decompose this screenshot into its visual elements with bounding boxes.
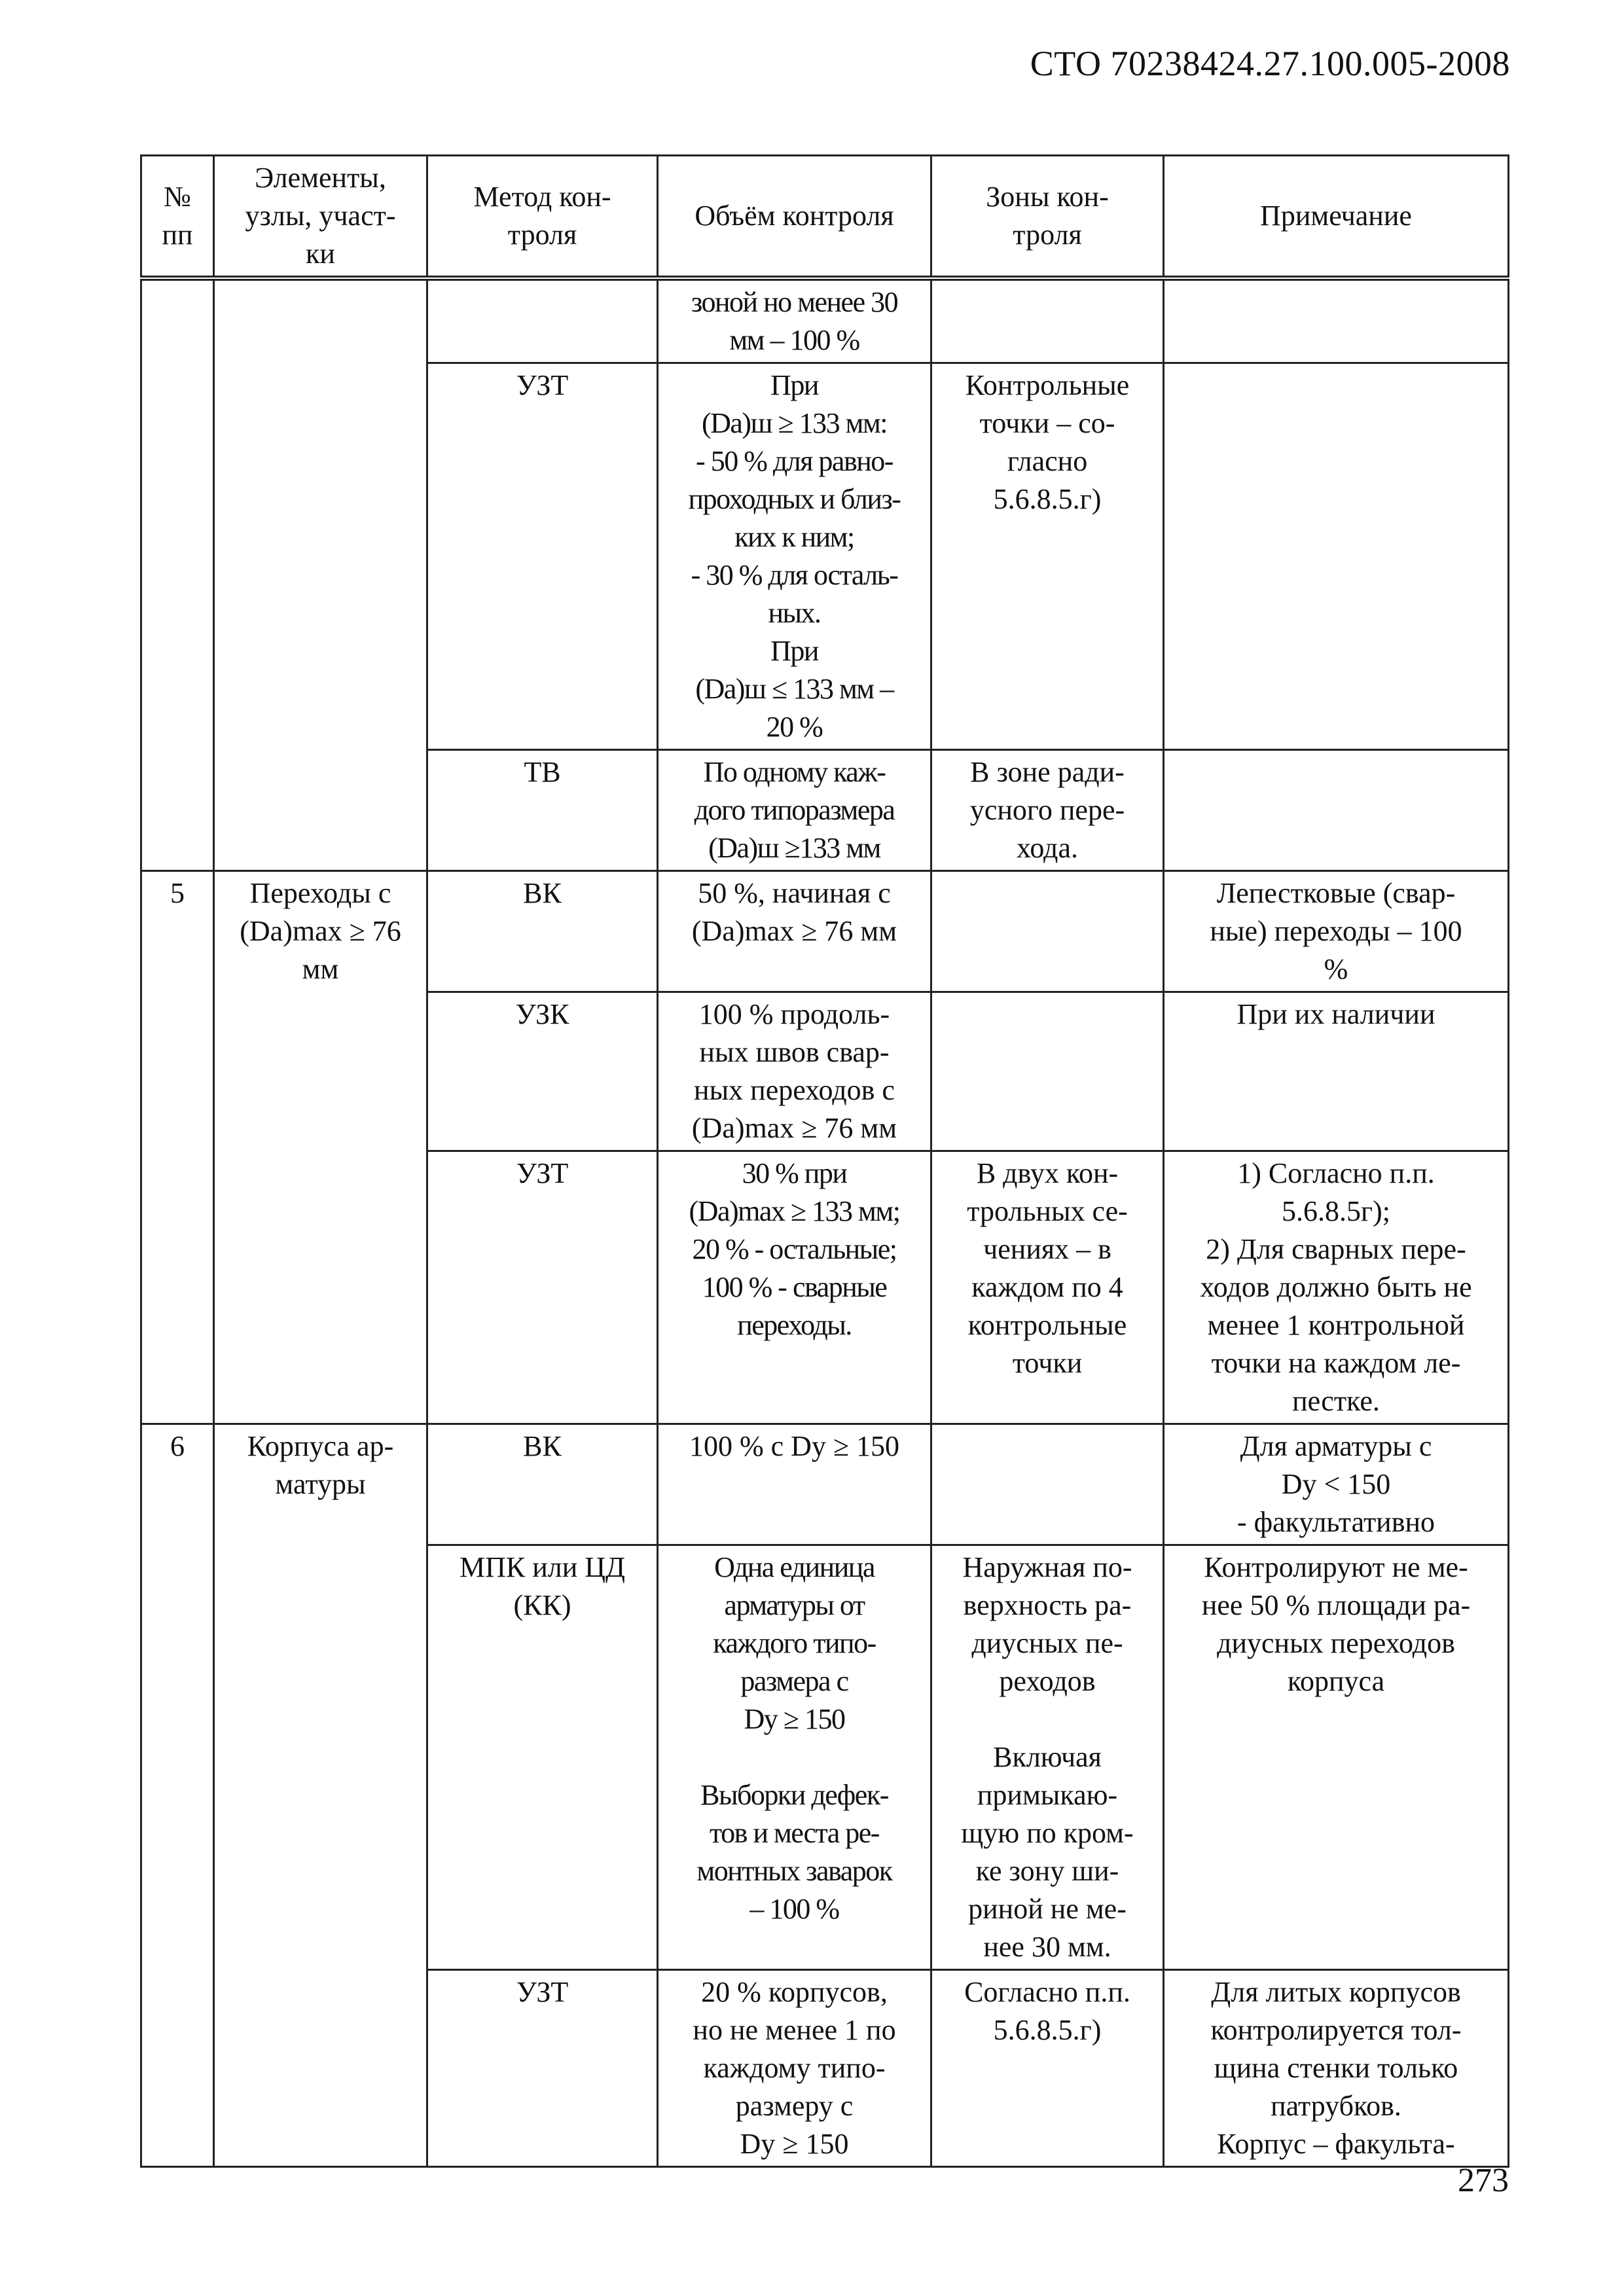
cell-element: Переходы с (Da)max ≥ 76 мм: [214, 871, 427, 1424]
cell-method: ВК: [427, 871, 658, 992]
cell-note: Лепестковые (свар- ные) переходы – 100 %: [1164, 871, 1509, 992]
header-method: Метод кон- троля: [427, 156, 658, 279]
cell-method: УЗТ: [427, 363, 658, 750]
cell-volume: При (Da)ш ≥ 133 мм: - 50 % для равно- проходных и близ- ких к ним; - 30 % для осталь- ных. При (Da)ш ≤ 133 мм – 20 %: [658, 363, 931, 750]
cell-note: 1) Согласно п.п. 5.6.8.5г); 2) Для сварных пере- ходов должно быть не менее 1 контрольной точки на каждом ле- пестке.: [1164, 1151, 1509, 1424]
cell-note: [1164, 750, 1509, 871]
cell-note: [1164, 278, 1509, 363]
header-zone: Зоны кон- троля: [931, 156, 1164, 279]
header-num: № пп: [141, 156, 214, 279]
cell-zone: В двух кон- трольных се- чениях – в каждом по 4 контрольные точки: [931, 1151, 1164, 1424]
cell-volume: 20 % корпусов, но не менее 1 по каждому типо- размеру с Dy ≥ 150: [658, 1970, 931, 2167]
cell-volume: По одному каж- дого типоразмера (Da)ш ≥133 мм: [658, 750, 931, 871]
cell-zone: Контрольные точки – со- гласно 5.6.8.5.г): [931, 363, 1164, 750]
cell-method: [427, 278, 658, 363]
table-row: [141, 278, 1509, 363]
cell-method: УЗТ: [427, 1970, 658, 2167]
cell-zone: [931, 278, 1164, 363]
cell-zone: [931, 1424, 1164, 1545]
header-volume: Объём контроля: [658, 156, 931, 279]
cell-zone: В зоне ради- усного пере- хода.: [931, 750, 1164, 871]
cell-note: Контролируют не ме- нее 50 % площади ра- диусных переходов корпуса: [1164, 1545, 1509, 1970]
cell-note: Для арматуры с Dy < 150 - факультативно: [1164, 1424, 1509, 1545]
cell-zone: Наружная по- верхность ра- диусных пе- реходов Включая примыкаю- щую по кром- ке зону ши- риной не ме- нее 30 мм.: [931, 1545, 1164, 1970]
cell-method: МПК или ЦД (КК): [427, 1545, 658, 1970]
cell-method: УЗТ: [427, 1151, 658, 1424]
header-element: Элементы, узлы, участ- ки: [214, 156, 427, 279]
table-header-row: [141, 156, 1509, 279]
cell-note: [1164, 363, 1509, 750]
cell-zone: [931, 871, 1164, 992]
cell-zone: Согласно п.п. 5.6.8.5.г): [931, 1970, 1164, 2167]
header-note: Примечание: [1164, 156, 1509, 279]
cell-num: [141, 278, 214, 871]
cell-method: ТВ: [427, 750, 658, 871]
cell-element: Корпуса ар- матуры: [214, 1424, 427, 2167]
cell-element: [214, 278, 427, 871]
cell-volume: 30 % при (Da)max ≥ 133 мм; 20 % - остальные; 100 % - сварные переходы.: [658, 1151, 931, 1424]
cell-volume: Одна единица арматуры от каждого типо- размера с Dy ≥ 150 Выборки дефек- тов и места ре- монтных заварок – 100 %: [658, 1545, 931, 1970]
table-row: [141, 871, 1509, 992]
cell-note: При их наличии: [1164, 992, 1509, 1151]
cell-method: ВК: [427, 1424, 658, 1545]
inspection-table: [140, 154, 1509, 2168]
cell-volume: 100 % с Dy ≥ 150: [658, 1424, 931, 1545]
cell-volume: 100 % продоль- ных швов свар- ных переходов с (Da)max ≥ 76 мм: [658, 992, 931, 1151]
document-code: СТО 70238424.27.100.005-2008: [1030, 44, 1510, 83]
cell-volume: 50 %, начиная с (Da)max ≥ 76 мм: [658, 871, 931, 992]
cell-method: УЗК: [427, 992, 658, 1151]
page-number: 273: [1458, 2162, 1509, 2199]
table-row: [141, 1424, 1509, 1545]
cell-num: 6: [141, 1424, 214, 2167]
cell-num: 5: [141, 871, 214, 1424]
cell-zone: [931, 992, 1164, 1151]
cell-volume: зоной но менее 30 мм – 100 %: [658, 278, 931, 363]
cell-note: Для литых корпусов контролируется тол- щина стенки только патрубков. Корпус – факульта-: [1164, 1970, 1509, 2167]
